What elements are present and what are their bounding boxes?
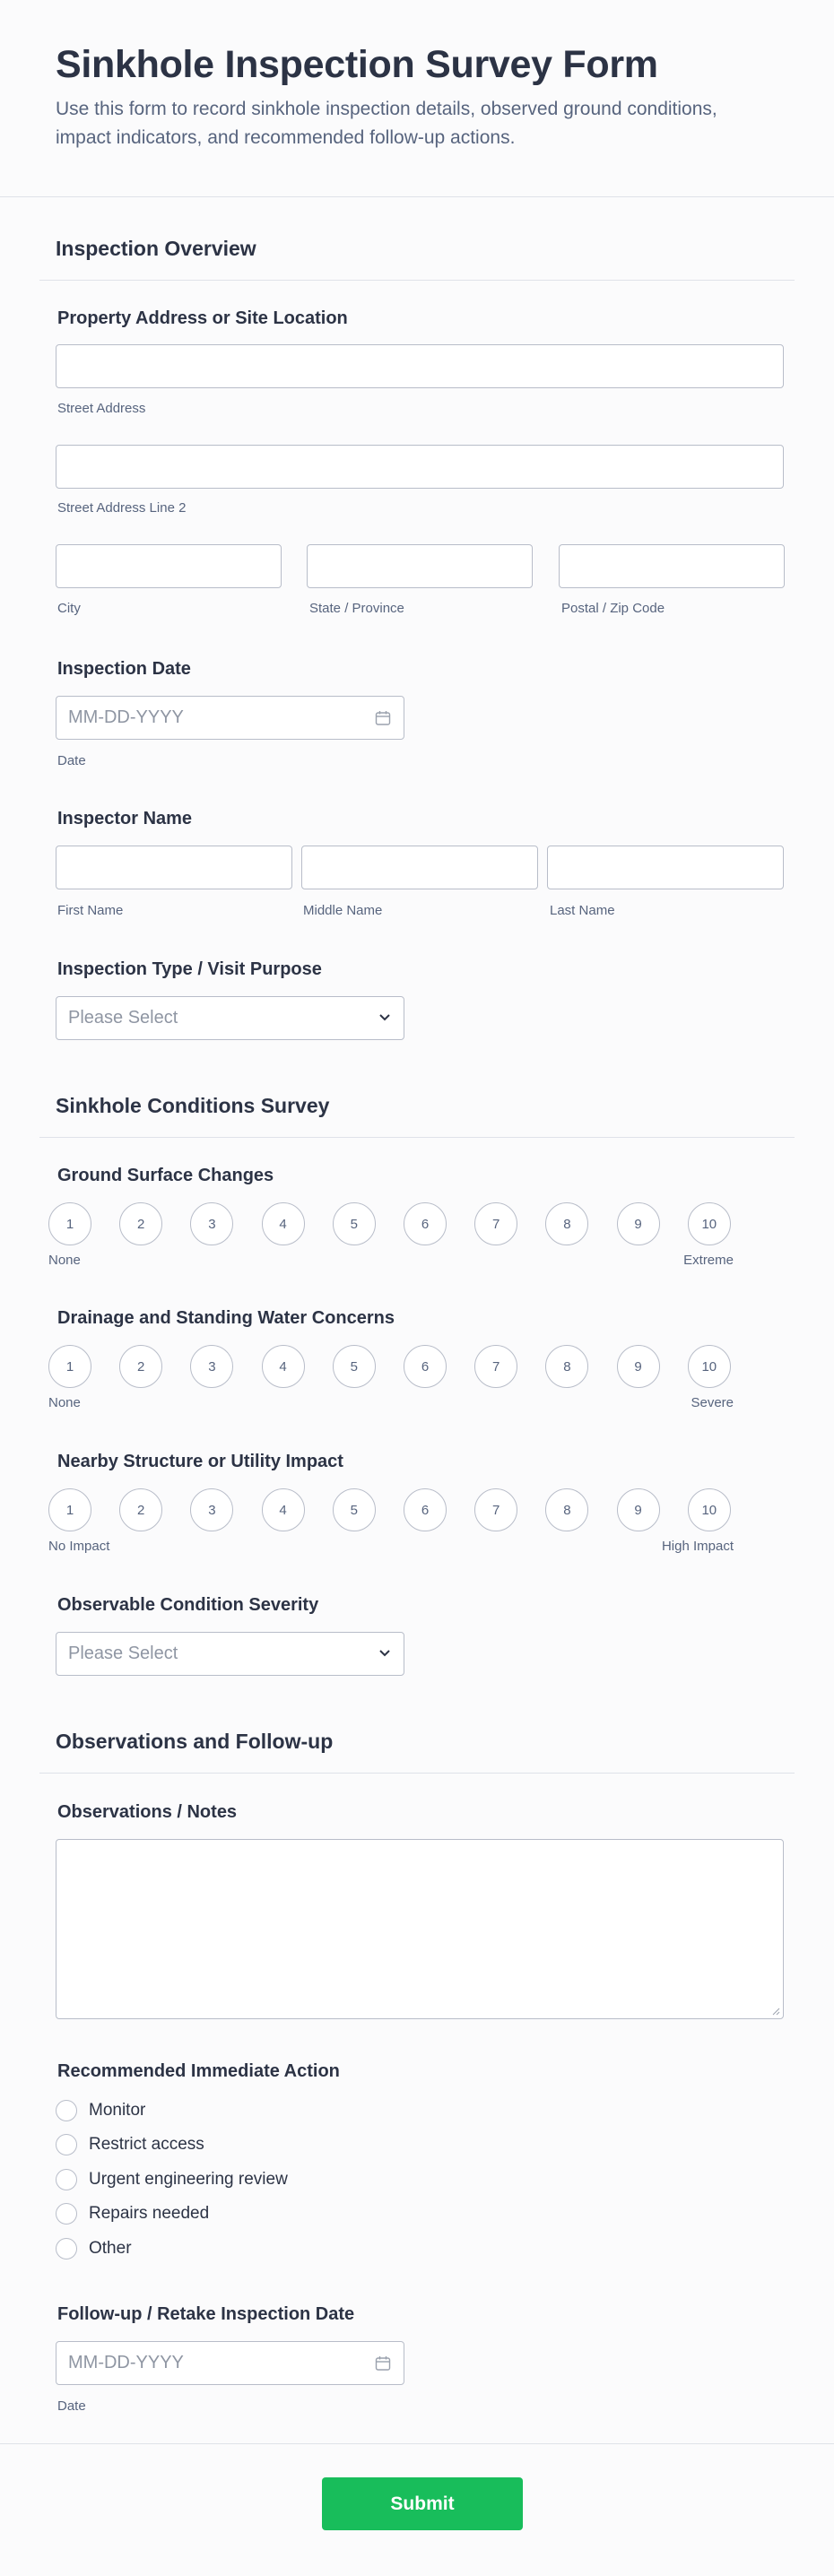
inspector-name-label: Inspector Name: [57, 809, 193, 828]
rating-option-2[interactable]: 2: [119, 1202, 162, 1245]
radio-button[interactable]: [56, 2238, 77, 2259]
radio-button[interactable]: [56, 2203, 77, 2225]
city-input[interactable]: [56, 544, 282, 588]
inspection-date-label: Inspection Date: [57, 659, 191, 679]
severity-label: Observable Condition Severity: [57, 1595, 319, 1615]
scale-label-ground-surface: Ground Surface Changes: [57, 1166, 274, 1185]
rating-option-2[interactable]: 2: [119, 1488, 162, 1531]
rating-scale-structure-impact: [48, 1488, 759, 1533]
rating-option-4[interactable]: 4: [262, 1345, 305, 1388]
rating-option-10[interactable]: 10: [688, 1202, 731, 1245]
last-name-sublabel: Last Name: [550, 903, 615, 918]
rating-option-8[interactable]: 8: [545, 1488, 588, 1531]
rating-option-8[interactable]: 8: [545, 1202, 588, 1245]
form-title: Sinkhole Inspection Survey Form: [56, 43, 658, 86]
middle-name-sublabel: Middle Name: [303, 903, 383, 918]
street-address-line2-input[interactable]: [56, 445, 784, 489]
section-divider: [39, 280, 795, 281]
notes-textarea[interactable]: [56, 1839, 784, 2019]
rating-option-9[interactable]: 9: [617, 1202, 660, 1245]
severity-select[interactable]: [56, 1632, 404, 1676]
rating-option-9[interactable]: 9: [617, 1345, 660, 1388]
rating-option-1[interactable]: 1: [48, 1202, 91, 1245]
inspection-type-placeholder: Please Select: [68, 1008, 178, 1028]
inspection-type-select[interactable]: [56, 996, 404, 1040]
action-option-urgent-review[interactable]: [56, 2168, 288, 2191]
rating-option-7[interactable]: 7: [474, 1202, 517, 1245]
first-name-sublabel: First Name: [57, 903, 124, 918]
inspection-date-input[interactable]: [56, 696, 404, 740]
action-option-monitor[interactable]: [56, 2099, 145, 2122]
rating-option-6[interactable]: 6: [404, 1202, 447, 1245]
scale-label-drainage: Drainage and Standing Water Concerns: [57, 1308, 395, 1328]
rating-option-5[interactable]: 5: [333, 1202, 376, 1245]
notes-label: Observations / Notes: [57, 1802, 238, 1822]
severity-placeholder: Please Select: [68, 1644, 178, 1663]
scale-min-label: No Impact: [48, 1539, 110, 1554]
rating-option-7[interactable]: 7: [474, 1345, 517, 1388]
chevron-down-icon: [378, 1649, 391, 1658]
resize-handle-icon[interactable]: [771, 2007, 780, 2016]
street-address-sublabel: Street Address: [57, 401, 146, 416]
action-option-label: Restrict access: [89, 2135, 204, 2154]
section-divider: [39, 1137, 795, 1138]
scale-max-label: Extreme: [683, 1253, 734, 1268]
rating-option-4[interactable]: 4: [262, 1488, 305, 1531]
followup-date-placeholder: MM-DD-YYYY: [68, 2353, 184, 2372]
scale-min-label: None: [48, 1253, 81, 1268]
middle-name-input[interactable]: [301, 846, 538, 889]
rating-option-6[interactable]: 6: [404, 1488, 447, 1531]
followup-date-sublabel: Date: [57, 2398, 86, 2414]
inspection-type-label: Inspection Type / Visit Purpose: [57, 959, 322, 979]
state-input[interactable]: [307, 544, 533, 588]
city-sublabel: City: [57, 601, 81, 616]
rating-option-3[interactable]: 3: [190, 1345, 233, 1388]
inspection-date-sublabel: Date: [57, 753, 86, 768]
action-option-other[interactable]: [56, 2237, 132, 2260]
rating-option-2[interactable]: 2: [119, 1345, 162, 1388]
section-title-conditions: Sinkhole Conditions Survey: [56, 1094, 330, 1117]
action-option-label: Other: [89, 2239, 132, 2258]
rating-option-5[interactable]: 5: [333, 1488, 376, 1531]
scale-label-structure-impact: Nearby Structure or Utility Impact: [57, 1452, 343, 1471]
action-label: Recommended Immediate Action: [57, 2061, 340, 2081]
state-sublabel: State / Province: [309, 601, 404, 616]
rating-option-1[interactable]: 1: [48, 1345, 91, 1388]
rating-option-4[interactable]: 4: [262, 1202, 305, 1245]
last-name-input[interactable]: [547, 846, 784, 889]
form-description: Use this form to record sinkhole inspection details, observed ground conditions, impact indicators, and recommended follow-up actions.: [56, 99, 717, 148]
footer-divider: [0, 2443, 834, 2444]
submit-button[interactable]: Submit: [322, 2477, 523, 2530]
header-divider: [0, 196, 834, 197]
followup-date-input[interactable]: [56, 2341, 404, 2385]
rating-option-8[interactable]: 8: [545, 1345, 588, 1388]
rating-scale-drainage: [48, 1345, 759, 1390]
zip-input[interactable]: [559, 544, 785, 588]
street-address-input[interactable]: [56, 344, 784, 388]
section-divider: [39, 1773, 795, 1774]
action-option-repairs-needed[interactable]: [56, 2202, 209, 2225]
calendar-icon[interactable]: [375, 2355, 391, 2372]
zip-sublabel: Postal / Zip Code: [561, 601, 665, 616]
action-option-label: Urgent engineering review: [89, 2170, 288, 2189]
rating-option-9[interactable]: 9: [617, 1488, 660, 1531]
address-label: Property Address or Site Location: [57, 308, 348, 328]
first-name-input[interactable]: [56, 846, 292, 889]
action-option-label: Repairs needed: [89, 2204, 210, 2223]
rating-option-3[interactable]: 3: [190, 1202, 233, 1245]
rating-option-10[interactable]: 10: [688, 1488, 731, 1531]
rating-option-7[interactable]: 7: [474, 1488, 517, 1531]
followup-date-label: Follow-up / Retake Inspection Date: [57, 2304, 355, 2324]
radio-button[interactable]: [56, 2134, 77, 2155]
section-title-observations: Observations and Follow-up: [56, 1730, 334, 1753]
rating-option-5[interactable]: 5: [333, 1345, 376, 1388]
inspection-date-placeholder: MM-DD-YYYY: [68, 707, 184, 727]
scale-max-label: Severe: [691, 1395, 734, 1410]
rating-option-6[interactable]: 6: [404, 1345, 447, 1388]
rating-option-3[interactable]: 3: [190, 1488, 233, 1531]
rating-option-1[interactable]: 1: [48, 1488, 91, 1531]
radio-button[interactable]: [56, 2169, 77, 2190]
chevron-down-icon: [378, 1013, 391, 1022]
calendar-icon[interactable]: [375, 710, 391, 726]
action-option-label: Monitor: [89, 2101, 146, 2120]
scale-min-label: None: [48, 1395, 81, 1410]
section-title-overview: Inspection Overview: [56, 237, 256, 260]
rating-option-10[interactable]: 10: [688, 1345, 731, 1388]
scale-max-label: High Impact: [661, 1539, 734, 1554]
radio-button[interactable]: [56, 2100, 77, 2121]
street-address-line2-sublabel: Street Address Line 2: [57, 500, 187, 516]
action-option-restrict-access[interactable]: [56, 2133, 204, 2156]
rating-scale-ground-surface: [48, 1202, 759, 1247]
